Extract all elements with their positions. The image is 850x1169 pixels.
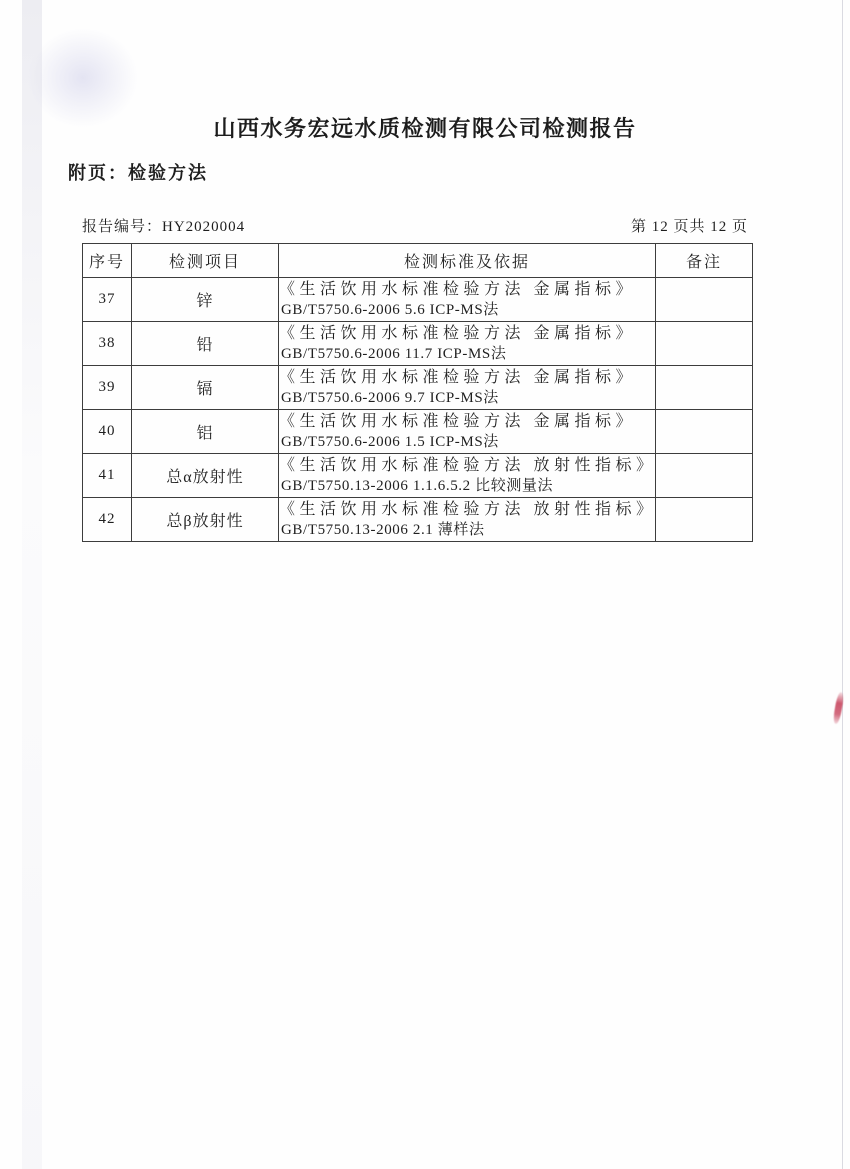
standard-cell xyxy=(279,278,656,322)
table-header-row xyxy=(83,244,753,278)
standard-method: GB/T5750.6-2006 11.7 ICP-MS法 xyxy=(281,346,507,362)
standard-method: GB/T5750.6-2006 9.7 ICP-MS法 xyxy=(281,390,499,406)
table-row xyxy=(83,322,753,366)
methods-table xyxy=(82,243,753,542)
serial-cell: 40 xyxy=(83,410,132,454)
table-row xyxy=(83,454,753,498)
standard-cell xyxy=(279,498,656,542)
item-cell: 铅 xyxy=(132,322,279,366)
header-serial: 序号 xyxy=(83,244,132,278)
standard-cell xyxy=(279,410,656,454)
remark-cell xyxy=(656,322,753,366)
standard-cell xyxy=(279,322,656,366)
table-row xyxy=(83,410,753,454)
standard-cell xyxy=(279,366,656,410)
report-number-value: HY2020004 xyxy=(162,219,246,235)
standard-title: 《生活饮用水标准检验方法 金属指标》 xyxy=(279,369,637,386)
report-number xyxy=(82,215,245,236)
report-title: 山西水务宏远水质检测有限公司检测报告 xyxy=(213,116,637,141)
meta-row xyxy=(82,215,748,236)
report-number-label: 报告编号： xyxy=(82,219,163,235)
remark-cell xyxy=(656,498,753,542)
standard-title: 《生活饮用水标准检验方法 金属指标》 xyxy=(279,281,637,298)
serial-cell: 42 xyxy=(83,498,132,542)
appendix-heading: 附页：检验方法 xyxy=(68,163,208,183)
item-cell: 锌 xyxy=(132,278,279,322)
remark-cell xyxy=(656,278,753,322)
standard-cell xyxy=(279,454,656,498)
item-cell: 镉 xyxy=(132,366,279,410)
page-indicator: 第 12 页共 12 页 xyxy=(630,219,748,235)
table-row xyxy=(83,498,753,542)
remark-cell xyxy=(656,366,753,410)
header-standard: 检测标准及依据 xyxy=(279,244,656,278)
standard-method: GB/T5750.6-2006 1.5 ICP-MS法 xyxy=(281,434,499,450)
standard-method: GB/T5750.6-2006 5.6 ICP-MS法 xyxy=(281,302,499,318)
table-row xyxy=(83,366,753,410)
standard-title: 《生活饮用水标准检验方法 放射性指标》 xyxy=(279,457,657,474)
serial-cell: 39 xyxy=(83,366,132,410)
standard-method: GB/T5750.13-2006 2.1 薄样法 xyxy=(281,522,485,538)
table-row xyxy=(83,278,753,322)
item-cell: 总α放射性 xyxy=(132,454,279,498)
remark-cell xyxy=(656,410,753,454)
standard-method: GB/T5750.13-2006 1.1.6.5.2 比较测量法 xyxy=(281,478,554,494)
item-cell: 总β放射性 xyxy=(132,498,279,542)
header-remark: 备注 xyxy=(656,244,753,278)
scan-edge-line xyxy=(842,0,843,1169)
serial-cell: 41 xyxy=(83,454,132,498)
remark-cell xyxy=(656,454,753,498)
item-cell: 铝 xyxy=(132,410,279,454)
scan-left-shade xyxy=(22,0,42,1169)
serial-cell: 37 xyxy=(83,278,132,322)
header-item: 检测项目 xyxy=(132,244,279,278)
standard-title: 《生活饮用水标准检验方法 金属指标》 xyxy=(279,325,637,342)
standard-title: 《生活饮用水标准检验方法 金属指标》 xyxy=(279,413,637,430)
serial-cell: 38 xyxy=(83,322,132,366)
standard-title: 《生活饮用水标准检验方法 放射性指标》 xyxy=(279,501,657,518)
